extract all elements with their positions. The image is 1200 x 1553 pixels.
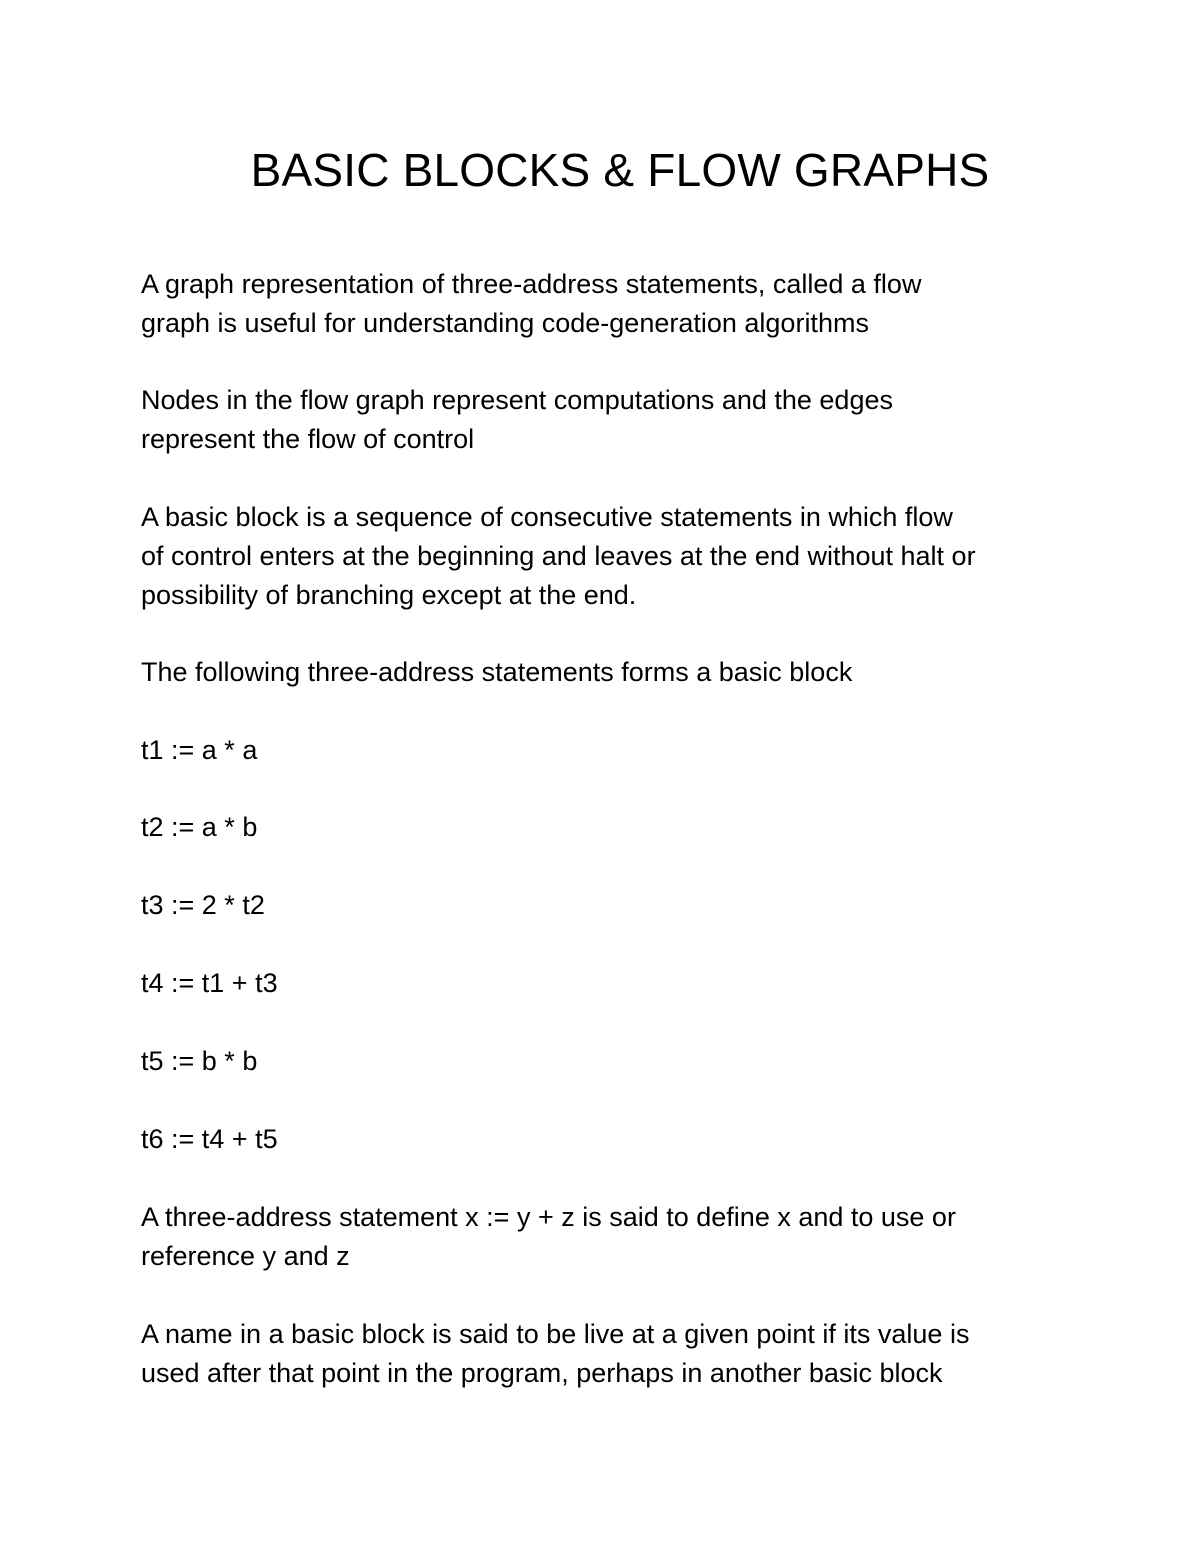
paragraph-define-use <box>141 1198 1081 1276</box>
paragraph-live-name <box>141 1315 1081 1393</box>
statement-line: t3 := 2 * t2 <box>141 890 265 920</box>
paragraph-example-intro <box>141 653 1081 692</box>
statement-line: t5 := b * b <box>141 1046 258 1076</box>
text-line: possibility of branching except at the end. <box>141 580 637 610</box>
text-line: graph is useful for understanding code-generation algorithms <box>141 308 869 338</box>
text-line: of control enters at the beginning and leaves at the end without halt or <box>141 541 976 571</box>
paragraph-nodes-edges <box>141 381 1081 459</box>
text-line: used after that point in the program, perhaps in another basic block <box>141 1358 943 1388</box>
text-line: A three-address statement x := y + z is said to define x and to use or <box>141 1202 956 1232</box>
text-line: A name in a basic block is said to be live at a given point if its value is <box>141 1319 970 1349</box>
statement-line: t1 := a * a <box>141 735 258 765</box>
text-line: represent the flow of control <box>141 424 475 454</box>
paragraph-basic-block-definition <box>141 498 1081 615</box>
statement-line: t4 := t1 + t3 <box>141 968 278 998</box>
page-title: BASIC BLOCKS & FLOW GRAPHS <box>250 144 990 196</box>
statement-line: t6 := t4 + t5 <box>141 1124 278 1154</box>
text-line: The following three-address statements forms a basic block <box>141 657 853 687</box>
text-line: A basic block is a sequence of consecutive statements in which flow <box>141 502 953 532</box>
text-line: A graph representation of three-address statements, called a flow <box>141 269 922 299</box>
statement-line: t2 := a * b <box>141 812 258 842</box>
text-line: reference y and z <box>141 1241 350 1271</box>
paragraph-flow-graph-intro <box>141 265 1081 343</box>
text-line: Nodes in the flow graph represent computations and the edges <box>141 385 893 415</box>
